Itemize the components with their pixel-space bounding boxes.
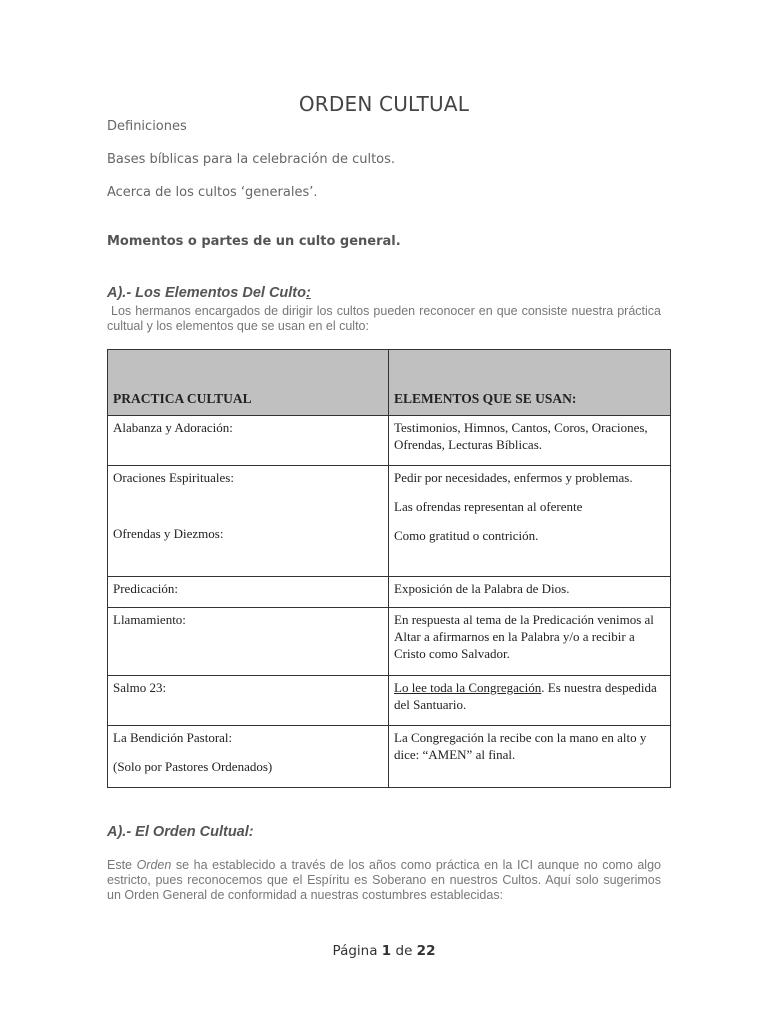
row-predicacion-right: Exposición de la Palabra de Dios. [389, 577, 671, 608]
orden-para-italic: Orden [136, 858, 172, 872]
row-bendicion-left [108, 726, 389, 788]
header-elementos: ELEMENTOS QUE SE USAN: [389, 350, 671, 416]
gratitud-desc: Como gratitud o contrición. [394, 528, 539, 543]
intro-definiciones: Definiciones [107, 119, 187, 134]
row-predicacion-left: Predicación: [108, 577, 389, 608]
section-elementos-paragraph: Los hermanos encargados de dirigir los cultos pueden reconocer en que consiste nuestra práctica cultual y los elementos que se usan en el culto: [107, 304, 661, 333]
orden-para-pre: Este [107, 858, 137, 872]
row-oraciones-right [389, 466, 671, 577]
oraciones-label: Oraciones Espirituales: [113, 470, 234, 485]
footer-total-pages: 22 [416, 943, 436, 959]
section-heading-elementos [107, 285, 311, 301]
table-header-row [108, 350, 671, 416]
row-llamamiento-left: Llamamiento: [108, 608, 389, 676]
table-row [108, 726, 671, 788]
ofrendas-desc: Las ofrendas representan al oferente [394, 499, 583, 514]
section-heading-elementos-text: A).- Los Elementos Del Culto [107, 285, 306, 301]
row-oraciones-left [108, 466, 389, 577]
orden-para-post: se ha establecido a través de los años como práctica en la ICI aunque no como algo estricto, pues reconocemos que el Espíritu es Soberano en nuestros Cultos. Aquí solo sugerimos un Orden General de conformidad a nuestras costumbres establecidas: [107, 858, 661, 902]
ofrendas-label: Ofrendas y Diezmos: [113, 526, 224, 541]
bendicion-note: (Solo por Pastores Ordenados) [113, 759, 273, 774]
intro-bases-biblicas: Bases bíblicas para la celebración de cultos. [107, 152, 396, 167]
footer-label: Página [332, 943, 378, 959]
footer-of: de [395, 943, 413, 959]
intro-cultos-generales: Acerca de los cultos ‘generales’. [107, 185, 318, 200]
row-alabanza-right: Testimonios, Himnos, Cantos, Coros, Oraciones, Ofrendas, Lecturas Bíblicas. [389, 416, 671, 466]
row-llamamiento-right: En respuesta al tema de la Predicación venimos al Altar a afirmarnos en la Palabra y/o a recibir a Cristo como Salvador. [389, 608, 671, 676]
row-alabanza-left: Alabanza y Adoración: [108, 416, 389, 466]
culto-table [107, 349, 671, 788]
oraciones-desc: Pedir por necesidades, enfermos y problemas. [394, 470, 633, 485]
salmo-underlined: Lo lee toda la Congregación [394, 680, 542, 695]
footer-current-page: 1 [381, 943, 392, 959]
table-row [108, 676, 671, 726]
section-orden-paragraph [107, 858, 661, 903]
row-salmo-left: Salmo 23: [108, 676, 389, 726]
section-heading-orden: A).- El Orden Cultual: [107, 824, 254, 840]
table-row [108, 416, 671, 466]
page-footer [0, 943, 768, 959]
row-salmo-right [389, 676, 671, 726]
section-heading-elementos-colon: : [306, 285, 311, 301]
header-practica: PRACTICA CULTUAL [108, 350, 389, 416]
page-title: ORDEN CULTUAL [298, 92, 470, 116]
table-row [108, 577, 671, 608]
table-row [108, 608, 671, 676]
intro-momentos: Momentos o partes de un culto general. [107, 234, 401, 249]
salmo-rest: . Es nuestra despedida del Santuario. [394, 680, 657, 712]
row-bendicion-right: La Congregación la recibe con la mano en alto y dice: “AMEN” al final. [389, 726, 671, 788]
bendicion-label: La Bendición Pastoral: [113, 730, 233, 745]
table-row [108, 466, 671, 577]
